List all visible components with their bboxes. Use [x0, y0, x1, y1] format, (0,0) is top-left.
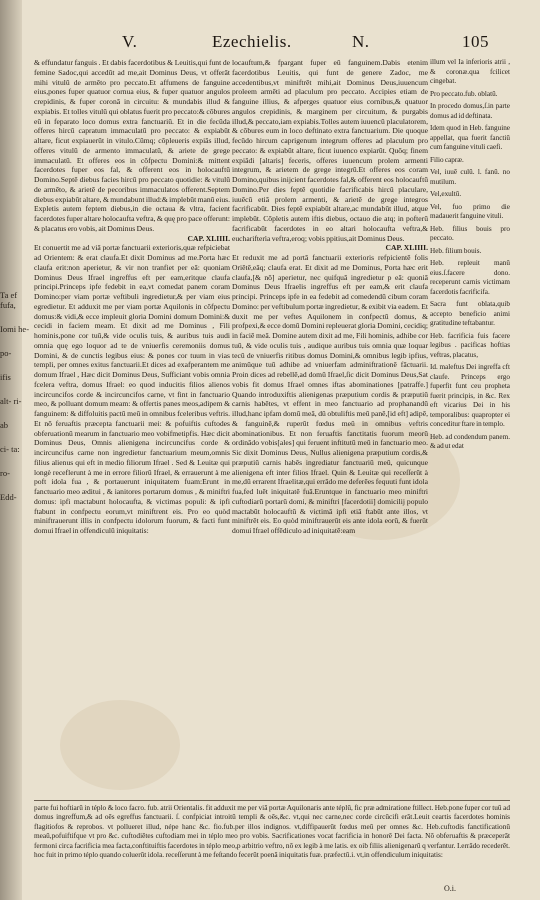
gloss: In procedo domus,ſ.in parte domus ad id deftinata. — [430, 102, 510, 120]
footnote-rule — [34, 800, 510, 801]
paragraph: locauftum,& fpargant fuper eū fanguinem.Dabis etenim facerdotibus Leuitis, qui funt de genere Zadoc, me accedentibus,vt miniftrēt mihi,ait Dominus Deus,iuuencum proleem armēti ad placulum pro peccato. Accipies etiam de fanguine illius, & afperges quatuor eius cornibus,& quatuor angulos crepidinis, & marginem per circuitum, & purgabis illud,& peccato,iam expiabis.Tolles autem iuuencū placulatorem, & cōbures eum in loco deftinato extra fanctuarium. Die quoque fecūdo hircum caprigenum integrum offeres ad placulum pro peccato: & expiabūt altare, ficut iuuenco expiarūt. Quōq; finem expiādi [altaris] feceris, offeres iuuencum prolem armenti integrum, & arietem de grege integrū.Et offeres eos coram Domino,quibus inijcient facerdotes fal,& offerent eos holocauftū Domino.Per dies feptē quotidie facrificabis hircū placulare, iuuēcū etiā prolem armenti, & arietē de grege integros facrificabūt. Dies feptē expiabūt altare,ac mundabūt illud, atque implebūt. Cōpletis autem iftis diebus, octauo die atq; in pofterū facrificabūt facerdotes in eo altari holocaufta veftra,& eucharifterìa veftra,eroq; vobis ppitius,ait Dominus Deus. — [232, 58, 428, 243]
gloss: Heb. filium bouis. — [430, 246, 482, 255]
chapter-heading: CAP. XLIIII. — [385, 243, 428, 253]
gloss: Pro peccato.fub. oblatū. — [430, 89, 498, 98]
column-letter: N. — [352, 32, 370, 51]
margin-note: Edd- — [0, 492, 17, 502]
gloss: Sacra funt oblata,quib accepto beneficio animi gratitudine teftabantur. — [430, 300, 510, 327]
gloss: Heb. facrificia fuis facere legibus . pacificas hoftias veftras, placatus, — [430, 331, 510, 359]
paragraph: & effundatur fanguis . Et dabis facerdotibus & Leuitis,qui funt de femine Sadoc,qui accedūt ad me,ait Dominus Deus, vt offerāt mihi vitulū de armēto pro peccato.Et affumens de fanguine eius,pones fuper quatuor cornua eius, & fuper quatuor angulos crepidinis, & fuper coronā in circuitu: & mundabis illud & expiabis. Et tolles vitulū qui oblatus fuerit pro peccato:& cōbures eū in feparato loco domus extra fanctuariū. Et in die fecūda offeres hircū capratum immaculatū pro peccato: & expiabūt altare, ficut expiauerūt in vitulo.Cūmq; cōpleueris expiās illud, offeres vitulū de armento immaculatū, & ariete de grege immaculatū. Et offeres eos in cōfpectu Domini:& mittent facerdotes fuper eos fal, & offerent eos in holocauftū Domino.Septē diebus facies hircū pro peccato quotidie: & vitulū de armēto, & arietē de pecoribus immaculatos offerent.Septem diebus expiabūt altare, & mundabunt illud:& implebūt manū eius. Expletis autem feptem diebus,in die octaua & vltra, facient facerdotes fuper altare holocaufta veftra, & quę pro pace offerunt: & placatus ero vobis, ait Dominus Deus. — [34, 58, 230, 233]
gloss: Filio capræ. — [430, 155, 464, 164]
book-title: Ezechielis. — [212, 32, 292, 51]
signature-mark: O.i. — [444, 884, 456, 893]
margin-note: alt- ri- — [0, 396, 22, 406]
gloss: Vel, iuuē culū. l. fanū. no mutilum. — [430, 168, 510, 186]
margin-glosses — [430, 58, 510, 455]
gloss: Vel, fuo primo die madauerit fanguine vituli. — [430, 202, 510, 220]
margin-note: ci- ta: — [0, 444, 20, 454]
gloss: illum vel Ia inferioris atrii , & coronæ.qua fcilicet cingebat. — [430, 58, 510, 85]
gloss: Vel,exultū. — [430, 190, 462, 198]
gloss: Idem quod in Heb. fanguine appellat, qua fuerit fanctiū cum fanguine vituli caefi. — [430, 124, 510, 151]
margin-note: ro- — [0, 468, 10, 478]
paragraph: Et conuertit me ad viā portæ fanctuarii exterioris,quæ refpiciebat ad Orientem: & erat claufa.Et dixit Dominus ad me.Porta hæc claufa erit:non aperietur, & vir non tranfiet per eā: quoniam Dominus Deus Ifrael ingreffus eft per eam,eritque claufa principi.Princeps ipfe fedebit in ea,vt comedat panem coram Domino:per viam portæ veftibuli ingredietur,& per viam eius egredietur. Et adduxit me per viam portæ Aquilonis in cōfpectu domus:& vidi,& ecce impleuit gloria Domini domum Domini:& cecidi in faciem meam. Et dixit ad me Dominus , Fili hominis,pone cor tuū,& vide oculis tuis, & auribus tuis audi omnia quę ego loquor ad te de vniuerfis ceremoniis domus Domini, & de cunctis legibus eius: & pones cor tuum in vias templi, per omnes exitus fanctuarii.Et dices ad exafperantem me domum Ifrael , Hæc dicit Dominus Deus, Sufficiant vobis omnia fcelera veftra, domus Ifrael: eo quod inducitis filios alienos incircuncifos corde & incircuncifos carne, vt fint in fanctuario meo, & polluant domum meam: & offertis panes meos,adipem & fanguinem: & diffoluitis pactū meū in omnibus fceleribus veftris. Et nō feruaftis præcepta fanctuarii mei: & pofuiftis cuftodes obferuationū mearum in fanctuario meo vobifmetipfis. Hæc dicit Dominus Deus, Omnis alienigena incircuncifus corde & incircuncifus carne non ingredietur fanctuarium meum,omnis filius alienus qui eft in medio filiorum Ifrael . Sed & Leuitæ qui longè receflerunt à me in errore filiorū Ifrael, & errauerunt à me poft idola fua , & portauerunt iniquitatem fuam:Erunt in fanctuario meo æditui , & ianitores portarum domus , & miniftri domus: ipfi mactabunt holocaufta, & victimas populi: & ipfi ftabunt in confpectu eorum,vt miniftrent eis. Pro eo quòd miniftrauerunt illis in confpectu idolorum fuorum, & facti funt domui Ifrael in offendiculū iniquitatis: — [34, 243, 230, 535]
left-margin-notes — [0, 290, 30, 516]
text-column-translation — [232, 58, 428, 536]
margin-note: po- — [0, 348, 12, 358]
folio-number: 105 — [462, 32, 489, 51]
gloss: Heb. filius bouis pro peccato. — [430, 224, 510, 242]
paper-stain — [60, 700, 180, 790]
footnotes — [34, 803, 510, 859]
footnote-text: parte fui hoftiarū in téplo & loco facro. fub. atrii Orientalis. fit adduxit me per viā portæ Aquilonaris ante téplū, fic præ admiratione ftillect. Heb.pone fuper cor tuū ad domus ingreffum,& ad oēs egreffus fanctuarii. ſ. confpiciat introitū templi & oēs,&c. vt,qui nec carne,nec corde circūcifi erāt.Leuit ceartis facerdotes hominis flagitiofos & reprobos. vt pollueret illud, népe hanc &c. fio.fub.per illos indignos. vt,diffipauerūt fœdus meū per omnes &c. Heb.cuftodis fanctificationū meaū,pofuiftifque vt pro &c. cuftodiētes cuftodiam mei in téplo meo pro vobis. Sacrificationes vocat facrificia in honorē Dei facta. Nō obferuaftis & præceperāt fermoni circa facrificia mea facta,conftituiftis facerdotes in téplo meo,p arbitrio veftro, nō ex legib à me latis. ex oib filiis alienigenarū q verfantur. I.errādo recederēt. hoc fuit in primo téplo quando coluerūt idola. receſſerunt à me feſtando fecerūt poenā iniquitatis fuæ. præfectū.i. vt,in offendiculum iniquitatis: — [34, 803, 510, 860]
text-column-vulgate — [34, 58, 230, 536]
margin-note: ab — [0, 420, 9, 430]
chapter-heading: CAP. XLIIII. — [187, 233, 230, 243]
gloss: Heb. ad condendum panem. & ad ut edat — [430, 432, 510, 450]
margin-note: ifis — [0, 372, 11, 382]
chapter-roman: V. — [122, 32, 138, 51]
gloss: Id. maleftus Dei ingreffa cft claufe. Princeps ergo fuperfit funt ceu propheta fuerit principis, in &c. Rex eft vicarius Dei in his temporalibus: quapropter ei conceditur ftare in templo. — [430, 363, 510, 428]
paragraph: Et reduxit me ad portā fanctuarii exterioris refpicientē folis Oriētē,eāq; claufa erat. Et dixit ad me Dominus, Porta hæc erit claufa,[& nō] aperietur, nec quifquā ingredietur p eā: quoniā Dominus Deus Ifraelis ingreffus eft per eam,& erit claufa principi. Princeps ipfe in ea fedebit ad comedendū cibum coram Domino: per veftibulum portæ ingredietur, & exibit via eadem. Et duxit me per veftes Aquilonem in confpectū domus, & profpexi,& ecce domū Domini repleuerat gloria Domini, cecidiq; in faciē meā. Domine autem dixit ad me, Fili hominis, adhibe cor tuū, & vide oculis tuis , audique auribus tuis omnia quæ loquar tecū de vniuerfis ritibus domus Domini,& omnibus legib ipfius, animūque tuū adhibe ad vniuerfam adminiftrationē fāctuarii. Proin dices ad rebellē,ad domū Ifrael,ſic dicit Dominus Deus,Sat vobis fit domus Ifrael omnes iftas abominationes [patraffe.] Quando introduxiftis alienigenas præputium cordis & præputiū carnis habētes, vt effent in meo fanctuario ad prophanandū illud,hanc ipfam domū meā, dū obtuliftis meū panē,[id eft] adipē, & fanguinē,& ruperūt fœdus meū in omnibus veftris abominationibus. Et non feruaftis fanctitatis fuorum meorū ordinādo vobis[ales] qui feruent inftitutū meū in fanctuario meo. Sic dixit Dominus Deus, Nullus alienigena præputium cordis,& præputiū carnis habēs ingrediatur fanctuariū meū, quicunque alienigena eft inter filios Ifrael. Quin & Leuitæ qui receſſerūt à me,dū errarent Ifraelitæ,qui errādo me deferēes fequuti funt idola fua,fed luēt iniquitatē fuā.Eruntque in fanctuario meo miniftri cuftodiarū portarū domi, & miniftri [facerdotii] domicilij populo mactabūt holocauftū & victimā ipfi etiā ftabūt ante illos, vt miniftrēt eis. Eo quòd miniftrauerūt eis ante idola eorū, & fuerūt domui Ifrael offēdiculo ad iniquitatē:eam — [232, 253, 428, 535]
margin-note: Iomi he- — [0, 324, 30, 334]
running-header — [70, 32, 510, 56]
gloss: Heb. repleuit manū eius.ſ.facere dono. receperunt carnis victimam facerdotis facrificifa. — [430, 259, 510, 296]
margin-note: Ta ef fufa, — [0, 290, 18, 310]
